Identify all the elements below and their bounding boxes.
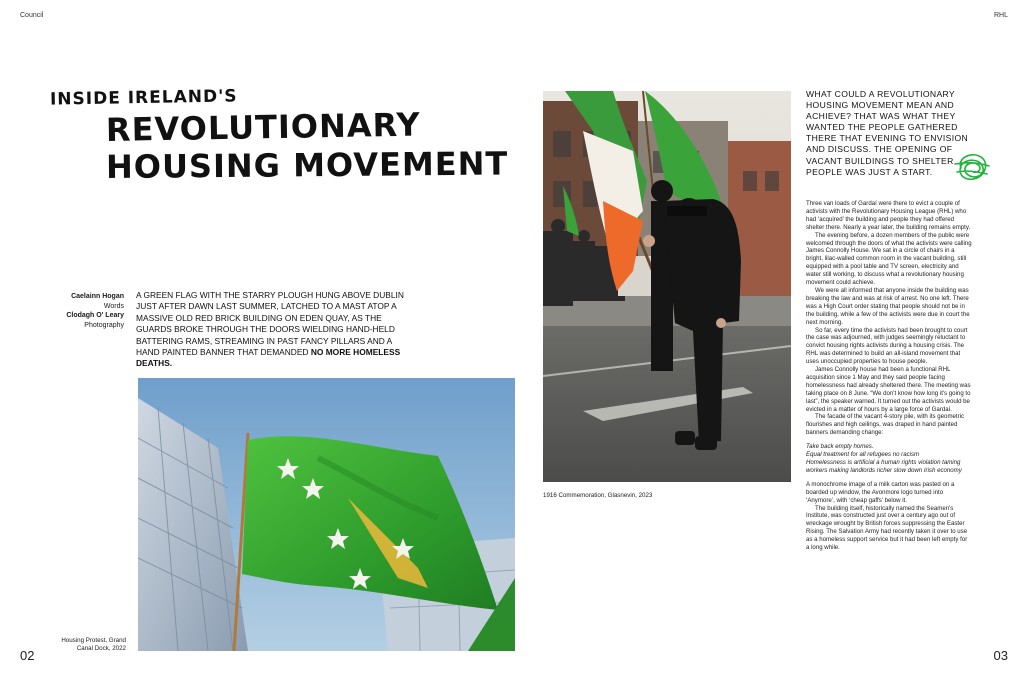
body-paragraph: A monochrome image of a milk carton was pasted on a boarded up window, the Avonmore logo turned into ‘Anymore’, with ‘cheap gaffs’ below it. bbox=[806, 480, 955, 504]
banner-slogan: Homelessness is artificial a human rights violation taming workers making landlords richer slow down Irish economy bbox=[806, 459, 962, 474]
pull-quote: WHAT COULD A REVOLUTIONARY HOUSING MOVEMENT MEAN AND ACHIEVE? THAT WAS WHAT THEY WANTED THE PEOPLE GATHERED THERE THAT EVENING TO ENVISION AND DISCUSS. THE OPENING OF VACANT BUILDINGS TO SHELTER PEOPLE WAS JUST A START. bbox=[806, 89, 969, 177]
caption-right: 1916 Commemoration, Glasnevin, 2023 bbox=[543, 492, 653, 499]
banner-slogans bbox=[806, 443, 972, 475]
photographer-name: Clodagh O' Leary bbox=[66, 312, 124, 319]
title-kicker: INSIDE IRELAND'S bbox=[49, 86, 238, 110]
article-title bbox=[105, 105, 509, 186]
banner-slogan: Equal treatment for all refugees no racism bbox=[806, 451, 920, 459]
body-paragraph: So far, every time the activists had been brought to court the case was adjourned, with judges seemingly reluctant to convict housing rights activists during a housing crisis. The RHL was determined to build an all-island movement that uses unoccupied properties to house people. bbox=[806, 326, 968, 366]
title-line-2: HOUSING MOVEMENT bbox=[105, 144, 509, 186]
running-head-left: Council bbox=[20, 12, 44, 19]
credits bbox=[40, 292, 124, 330]
body-paragraph: The facade of the vacant 4-story pile, with its geometric flourishes and high ceilings, was draped in hand painted banners demanding change: bbox=[806, 413, 965, 437]
running-head-right: RHL bbox=[993, 12, 1008, 19]
intro-paragraph bbox=[136, 290, 411, 370]
banner-slogan: Take back empty homes. bbox=[806, 443, 874, 451]
title-line-1: REVOLUTIONARY bbox=[105, 105, 421, 149]
body-text bbox=[806, 200, 972, 552]
writer-role: Words bbox=[103, 302, 124, 310]
caption-left: Housing Protest, Grand Canal Dock, 2022 bbox=[61, 637, 126, 652]
body-paragraph: We were all informed that anyone inside the building was breaking the law and was at risk of arrest. No one left. There was a High Court order stating that people should not be in the building, while a few of the activists were due in court the next morning. bbox=[806, 286, 970, 326]
body-paragraph: The evening before, a dozen members of the public were welcomed through the doors of what the activists were calling James Connolly House. We sat in a circle of chairs in a bright, lilac-walled common room in the vacant building, still equipped with a pool table and TV screen, electricity and water still working, to discuss what a revolutionary housing movement could achieve. bbox=[806, 231, 972, 287]
writer-name: Caelainn Hogan bbox=[71, 293, 124, 300]
green-scribble bbox=[953, 150, 991, 189]
photographer-role: Photography bbox=[84, 321, 124, 329]
intro-text: A GREEN FLAG WITH THE STARRY PLOUGH HUNG ABOVE DUBLIN JUST AFTER DAWN LAST SUMMER, LATCHED TO A MAST ATOP A MASSIVE OLD RED BRICK BUILDING ON EDEN QUAY, AS THE GUARDS BROKE THROUGH THE DOORS WIELDING HAND-HELD BATTERING RAMS, STREAMING IN PAST FANCY PILLARS AND A HAND PAINTED BANNER THAT DEMANDED bbox=[136, 290, 404, 358]
body-paragraph: Three van loads of Gardaí were there to evict a couple of activists with the Revolutionary Housing League (RHL) who had ‘acquired’ the building and people they had offered shelter there. Nearly a year later, the building remains empty. bbox=[806, 200, 971, 231]
intro-emphasis: NO MORE HOMELESS DEATHS. bbox=[136, 347, 401, 369]
body-paragraph: James Connolly house had been a functional RHL acquisition since 1 May and they said people facing homelessness had already sheltered there. The meeting was taking place on 8 June. “We don't know how long it's going to last”, the speaker warned. It turned out the activists would be evicted in a matter of hours by a large force of Gardaí. bbox=[806, 366, 971, 413]
page-number-right: 03 bbox=[993, 648, 1008, 663]
body-paragraph: The building itself, historically named the Seamen's Institute, was constructed just over a century ago out of wreckage wrought by British forces suppressing the Easter Rising. The Salvation Army had recently taken it over to use as a homeless support service but it had been left empty for a long while. bbox=[806, 504, 968, 552]
page-number-left: 02 bbox=[20, 648, 35, 663]
photo-commemoration bbox=[543, 91, 791, 482]
photo-starry-plough-flag bbox=[138, 378, 515, 651]
